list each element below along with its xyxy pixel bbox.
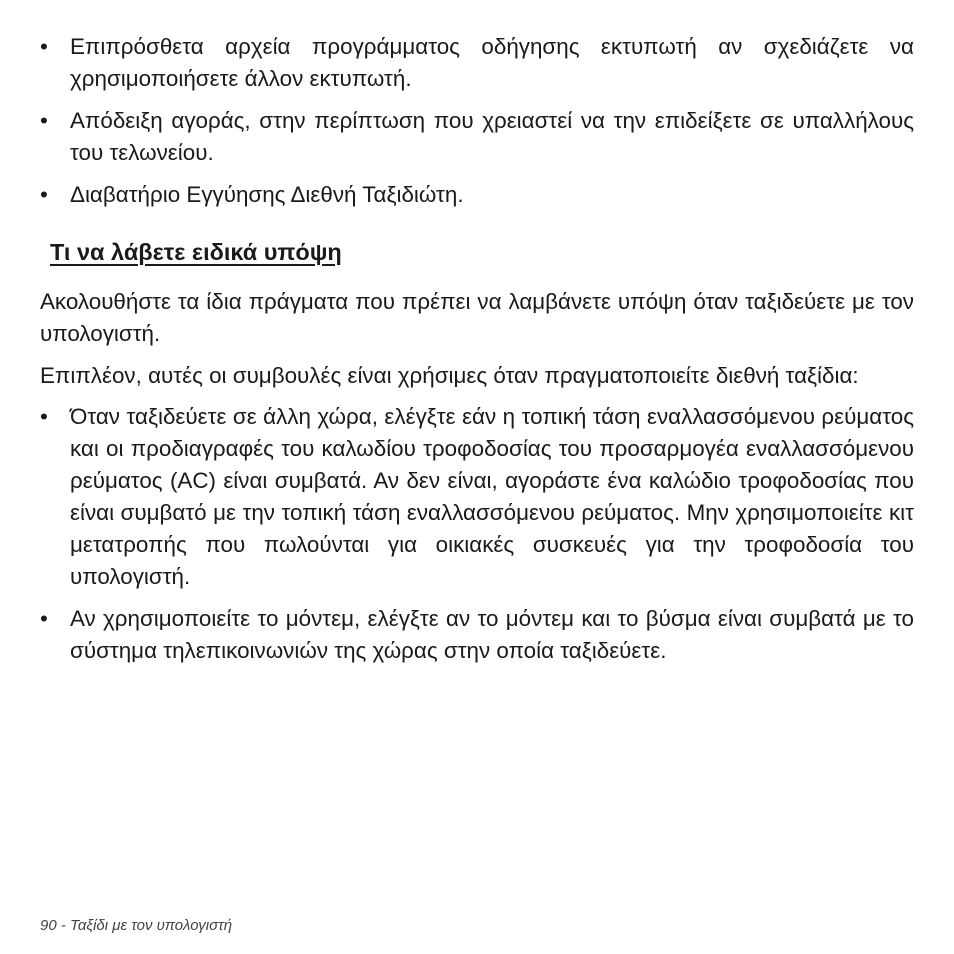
list-item-text: Αν χρησιμοποιείτε το μόντεμ, ελέγξτε αν το μόντεμ και το βύσμα είναι συμβατά με το σύστημα τηλεπικοινωνιών της χώρας στην οποία ταξιδεύετε.	[70, 606, 914, 663]
paragraph: Ακολουθήστε τα ίδια πράγματα που πρέπει να λαμβάνετε υπόψη όταν ταξιδεύετε με τον υπολογιστή.	[40, 289, 914, 346]
requirements-list	[40, 31, 914, 211]
page-footer: 90 - Ταξίδι με τον υπολογιστή	[40, 917, 233, 934]
bullet-marker: •	[40, 606, 48, 631]
bullet-marker: •	[40, 108, 48, 133]
list-item	[40, 105, 914, 169]
page-content	[40, 31, 914, 677]
paragraph: Επιπλέον, αυτές οι συμβουλές είναι χρήσιμες όταν πραγματοποιείτε διεθνή ταξίδια:	[40, 363, 859, 388]
list-item	[40, 401, 914, 593]
list-item-text: Επιπρόσθετα αρχεία προγράμματος οδήγησης εκτυπωτή αν σχεδιάζετε να χρησιμοποιήσετε άλλον εκτυπωτή.	[70, 34, 914, 91]
list-item-text: Διαβατήριο Εγγύησης Διεθνή Ταξιδιώτη.	[70, 182, 464, 207]
list-item	[40, 603, 914, 667]
bullet-marker: •	[40, 34, 48, 59]
travel-tips-list	[40, 401, 914, 667]
list-item-text: Όταν ταξιδεύετε σε άλλη χώρα, ελέγξτε εάν η τοπική τάση εναλλασσόμενου ρεύματος και οι προδιαγραφές του καλωδίου τροφοδοσίας του προσαρμογέα εναλλασσόμενου ρεύματος (AC) είναι συμβατά. Αν δεν είναι, αγοράστε ένα καλώδιο τροφοδοσίας που είναι συμβατό με την τοπική τάση εναλλασσόμενου ρεύματος. Μην χρησιμοποιείτε κιτ μετατροπής που πωλούνται για οικιακές συσκευές για την τροφοδοσία του υπολογιστή.	[70, 404, 914, 589]
bullet-marker: •	[40, 182, 48, 207]
list-item	[40, 31, 914, 95]
bullet-marker: •	[40, 404, 48, 429]
list-item-text: Απόδειξη αγοράς, στην περίπτωση που χρειαστεί να την επιδείξετε σε υπαλλήλους του τελωνείου.	[70, 108, 914, 165]
section-heading: Τι να λάβετε ειδικά υπόψη	[50, 239, 342, 265]
list-item	[40, 179, 914, 211]
